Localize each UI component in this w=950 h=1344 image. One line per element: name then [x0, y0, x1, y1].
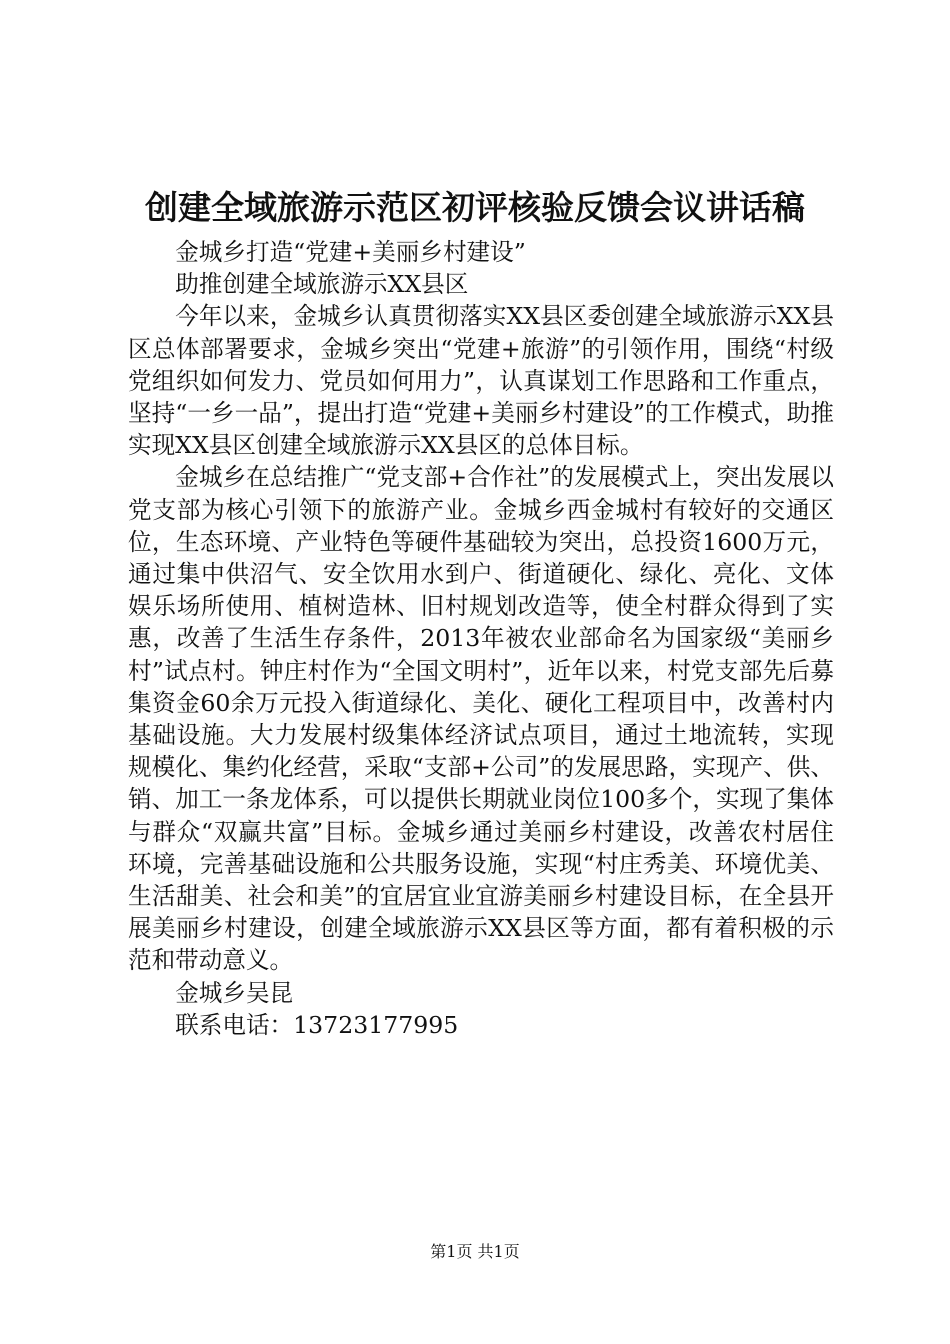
document-title: 创建全域旅游示范区初评核验反馈会议讲话稿 [145, 188, 805, 227]
contact-phone-line: 联系电话：13723177995 [175, 1010, 459, 1039]
page-number-footer: 第1页 共1页 [430, 1242, 520, 1261]
document-body [128, 236, 834, 1041]
body-paragraph-1: 今年以来，金城乡认真贯彻落实XX县区委创建全域旅游示XX县区总体部署要求，金城乡突出“党建+旅游”的引领作用，围绕“村级党组织如何发力、党员如何用力”，认真谋划工作思路和工作重点，坚持“一乡一品”，提出打造“党建+美丽乡村建设”的工作模式，助推实现XX县区创建全域旅游示XX县区的总体目标。 [128, 302, 834, 460]
subtitle-line-2: 助推创建全域旅游示XX县区 [175, 270, 469, 299]
subtitle-line-1: 金城乡打造“党建+美丽乡村建设” [175, 238, 526, 266]
author-line: 金城乡吴昆 [175, 978, 294, 1007]
body-paragraph-2: 金城乡在总结推广“党支部+合作社”的发展模式上，突出发展以党支部为核心引领下的旅游产业。金城乡西金城村有较好的交通区位，生态环境、产业特色等硬件基础较为突出，总投资1600万元，通过集中供沼气、安全饮用水到户、街道硬化、绿化、亮化、文体娱乐场所使用、植树造林、旧村规划改造等，使全村群众得到了实惠，改善了生活生存条件，2013年被农业部命名为国家级“美丽乡村”试点村。钟庄村作为“全国文明村”，近年以来，村党支部先后募集资金60余万元投入街道绿化、美化、硬化工程项目中，改善村内基础设施。大力发展村级集体经济试点项目，通过土地流转，实现规模化、集约化经营，采取“支部+公司”的发展思路，实现产、供、销、加工一条龙体系，可以提供长期就业岗位100多个，实现了集体与群众“双赢共富”目标。金城乡通过美丽乡村建设，改善农村居住环境，完善基础设施和公共服务设施，实现“村庄秀美、环境优美、生活甜美、社会和美”的宜居宜业宜游美丽乡村建设目标，在全县开展美丽乡村建设，创建全域旅游示XX县区等方面，都有着积极的示范和带动意义。 [128, 463, 834, 975]
